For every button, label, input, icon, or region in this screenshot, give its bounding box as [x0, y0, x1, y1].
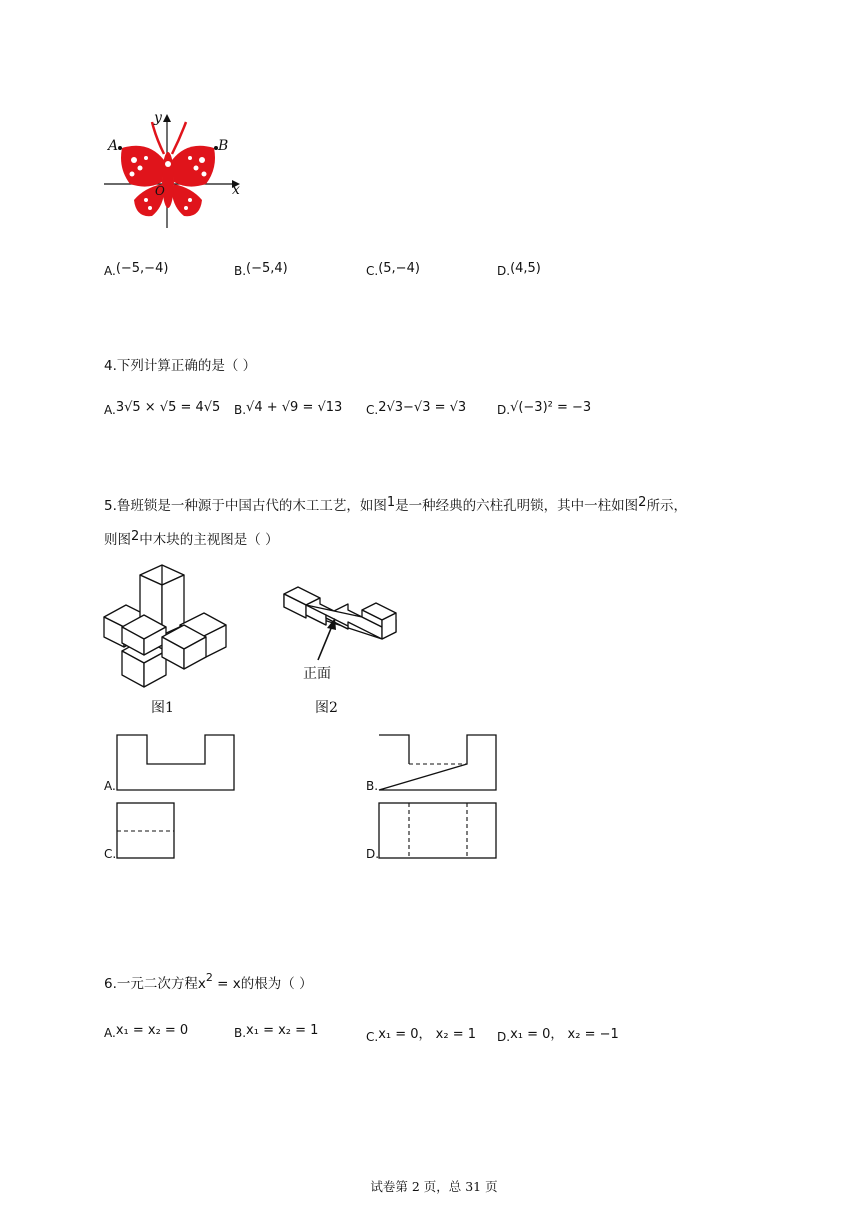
point-b-label: B — [218, 138, 229, 154]
axis-y-label: y — [154, 110, 162, 126]
option-letter: A. — [104, 1026, 116, 1040]
q4-stem: 4.下列计算正确的是（ ） — [104, 358, 257, 374]
option-value: x₁ = 0， x₂ = 1 — [378, 1027, 477, 1042]
option-value: (5,−4) — [378, 261, 420, 276]
q6-stem — [104, 972, 313, 992]
q5-option-c-view — [116, 802, 176, 860]
q4-option-b[interactable] — [234, 400, 343, 418]
option-letter: B. — [234, 1026, 247, 1040]
stem-equation: x — [197, 976, 206, 992]
stem-text: 5.鲁班锁是一种源于中国古代的木工工艺，如图 — [104, 498, 387, 514]
axis-x-label: x — [232, 182, 240, 198]
q5-option-a-view — [116, 734, 236, 792]
q5-option-c[interactable]: C. — [104, 847, 117, 861]
option-value: x₁ = x₂ = 0 — [115, 1023, 189, 1038]
q5-stem-line1 — [104, 494, 687, 514]
stem-text: 是一种经典的六柱孔明锁，其中一柱如图 — [395, 498, 639, 514]
q4-option-c[interactable] — [366, 400, 467, 418]
q3-option-d[interactable] — [497, 261, 541, 279]
point-a-label: A — [108, 138, 119, 154]
q4-option-a[interactable] — [104, 400, 221, 418]
stem-equation: = x — [212, 976, 241, 992]
option-letter: D. — [497, 403, 511, 417]
option-value: 3√5 × √5 = 4√5 — [115, 400, 221, 415]
option-letter: A. — [104, 403, 116, 417]
q3-option-a[interactable] — [104, 261, 169, 279]
option-letter: C. — [366, 1030, 379, 1044]
fig1-label: 图1 — [151, 700, 174, 716]
q5-option-d-view — [378, 802, 498, 860]
fig2-label: 图2 — [315, 700, 338, 716]
q6-option-d[interactable] — [497, 1026, 619, 1045]
option-value: x₁ = x₂ = 1 — [246, 1023, 319, 1038]
front-label: 正面 — [303, 666, 331, 682]
option-value: x₁ = 0， x₂ = −1 — [510, 1027, 619, 1042]
option-letter: D. — [497, 1030, 511, 1044]
stem-number: 1 — [386, 495, 396, 510]
q4-option-d[interactable] — [497, 400, 592, 418]
page-footer: 试卷第 2 页，总 31 页 — [370, 1179, 498, 1194]
stem-exponent: 2 — [205, 971, 213, 984]
q5-option-a[interactable]: A. — [104, 779, 116, 793]
stem-text: 的根为（ ） — [240, 976, 313, 992]
option-letter: C. — [366, 403, 379, 417]
q5-option-b[interactable]: B. — [366, 779, 379, 793]
stem-text: 则图 — [104, 532, 131, 548]
q6-option-c[interactable] — [366, 1026, 476, 1045]
luban-lock-figure-1 — [100, 565, 235, 695]
origin-label: O — [155, 184, 165, 198]
q3-option-c[interactable] — [366, 261, 420, 279]
butterfly-figure — [100, 110, 250, 230]
q5-option-d[interactable]: D. — [366, 847, 380, 861]
q5-option-b-view — [378, 734, 498, 792]
q6-option-b[interactable] — [234, 1023, 319, 1041]
stem-text: 6.一元二次方程 — [104, 976, 198, 992]
option-value: (−5,−4) — [115, 261, 169, 276]
option-letter: D. — [497, 264, 511, 278]
option-letter: B. — [234, 403, 247, 417]
stem-number: 2 — [638, 495, 647, 510]
q3-option-b[interactable] — [234, 261, 288, 279]
option-value: (−5,4) — [246, 261, 288, 276]
option-letter: A. — [104, 264, 116, 278]
q5-stem-line2 — [104, 528, 279, 548]
stem-number: 2 — [131, 529, 140, 544]
q6-option-a[interactable] — [104, 1023, 189, 1041]
front-arrow — [312, 610, 342, 665]
option-letter: C. — [366, 264, 379, 278]
stem-text: 中木块的主视图是（ ） — [139, 532, 279, 548]
option-value: (4,5) — [510, 261, 541, 276]
option-value: √4 + √9 = √13 — [246, 400, 343, 415]
option-letter: B. — [234, 264, 247, 278]
option-value: √(−3)² = −3 — [510, 400, 592, 415]
option-value: 2√3−√3 = √3 — [378, 400, 467, 415]
stem-text: 所示， — [646, 498, 687, 514]
